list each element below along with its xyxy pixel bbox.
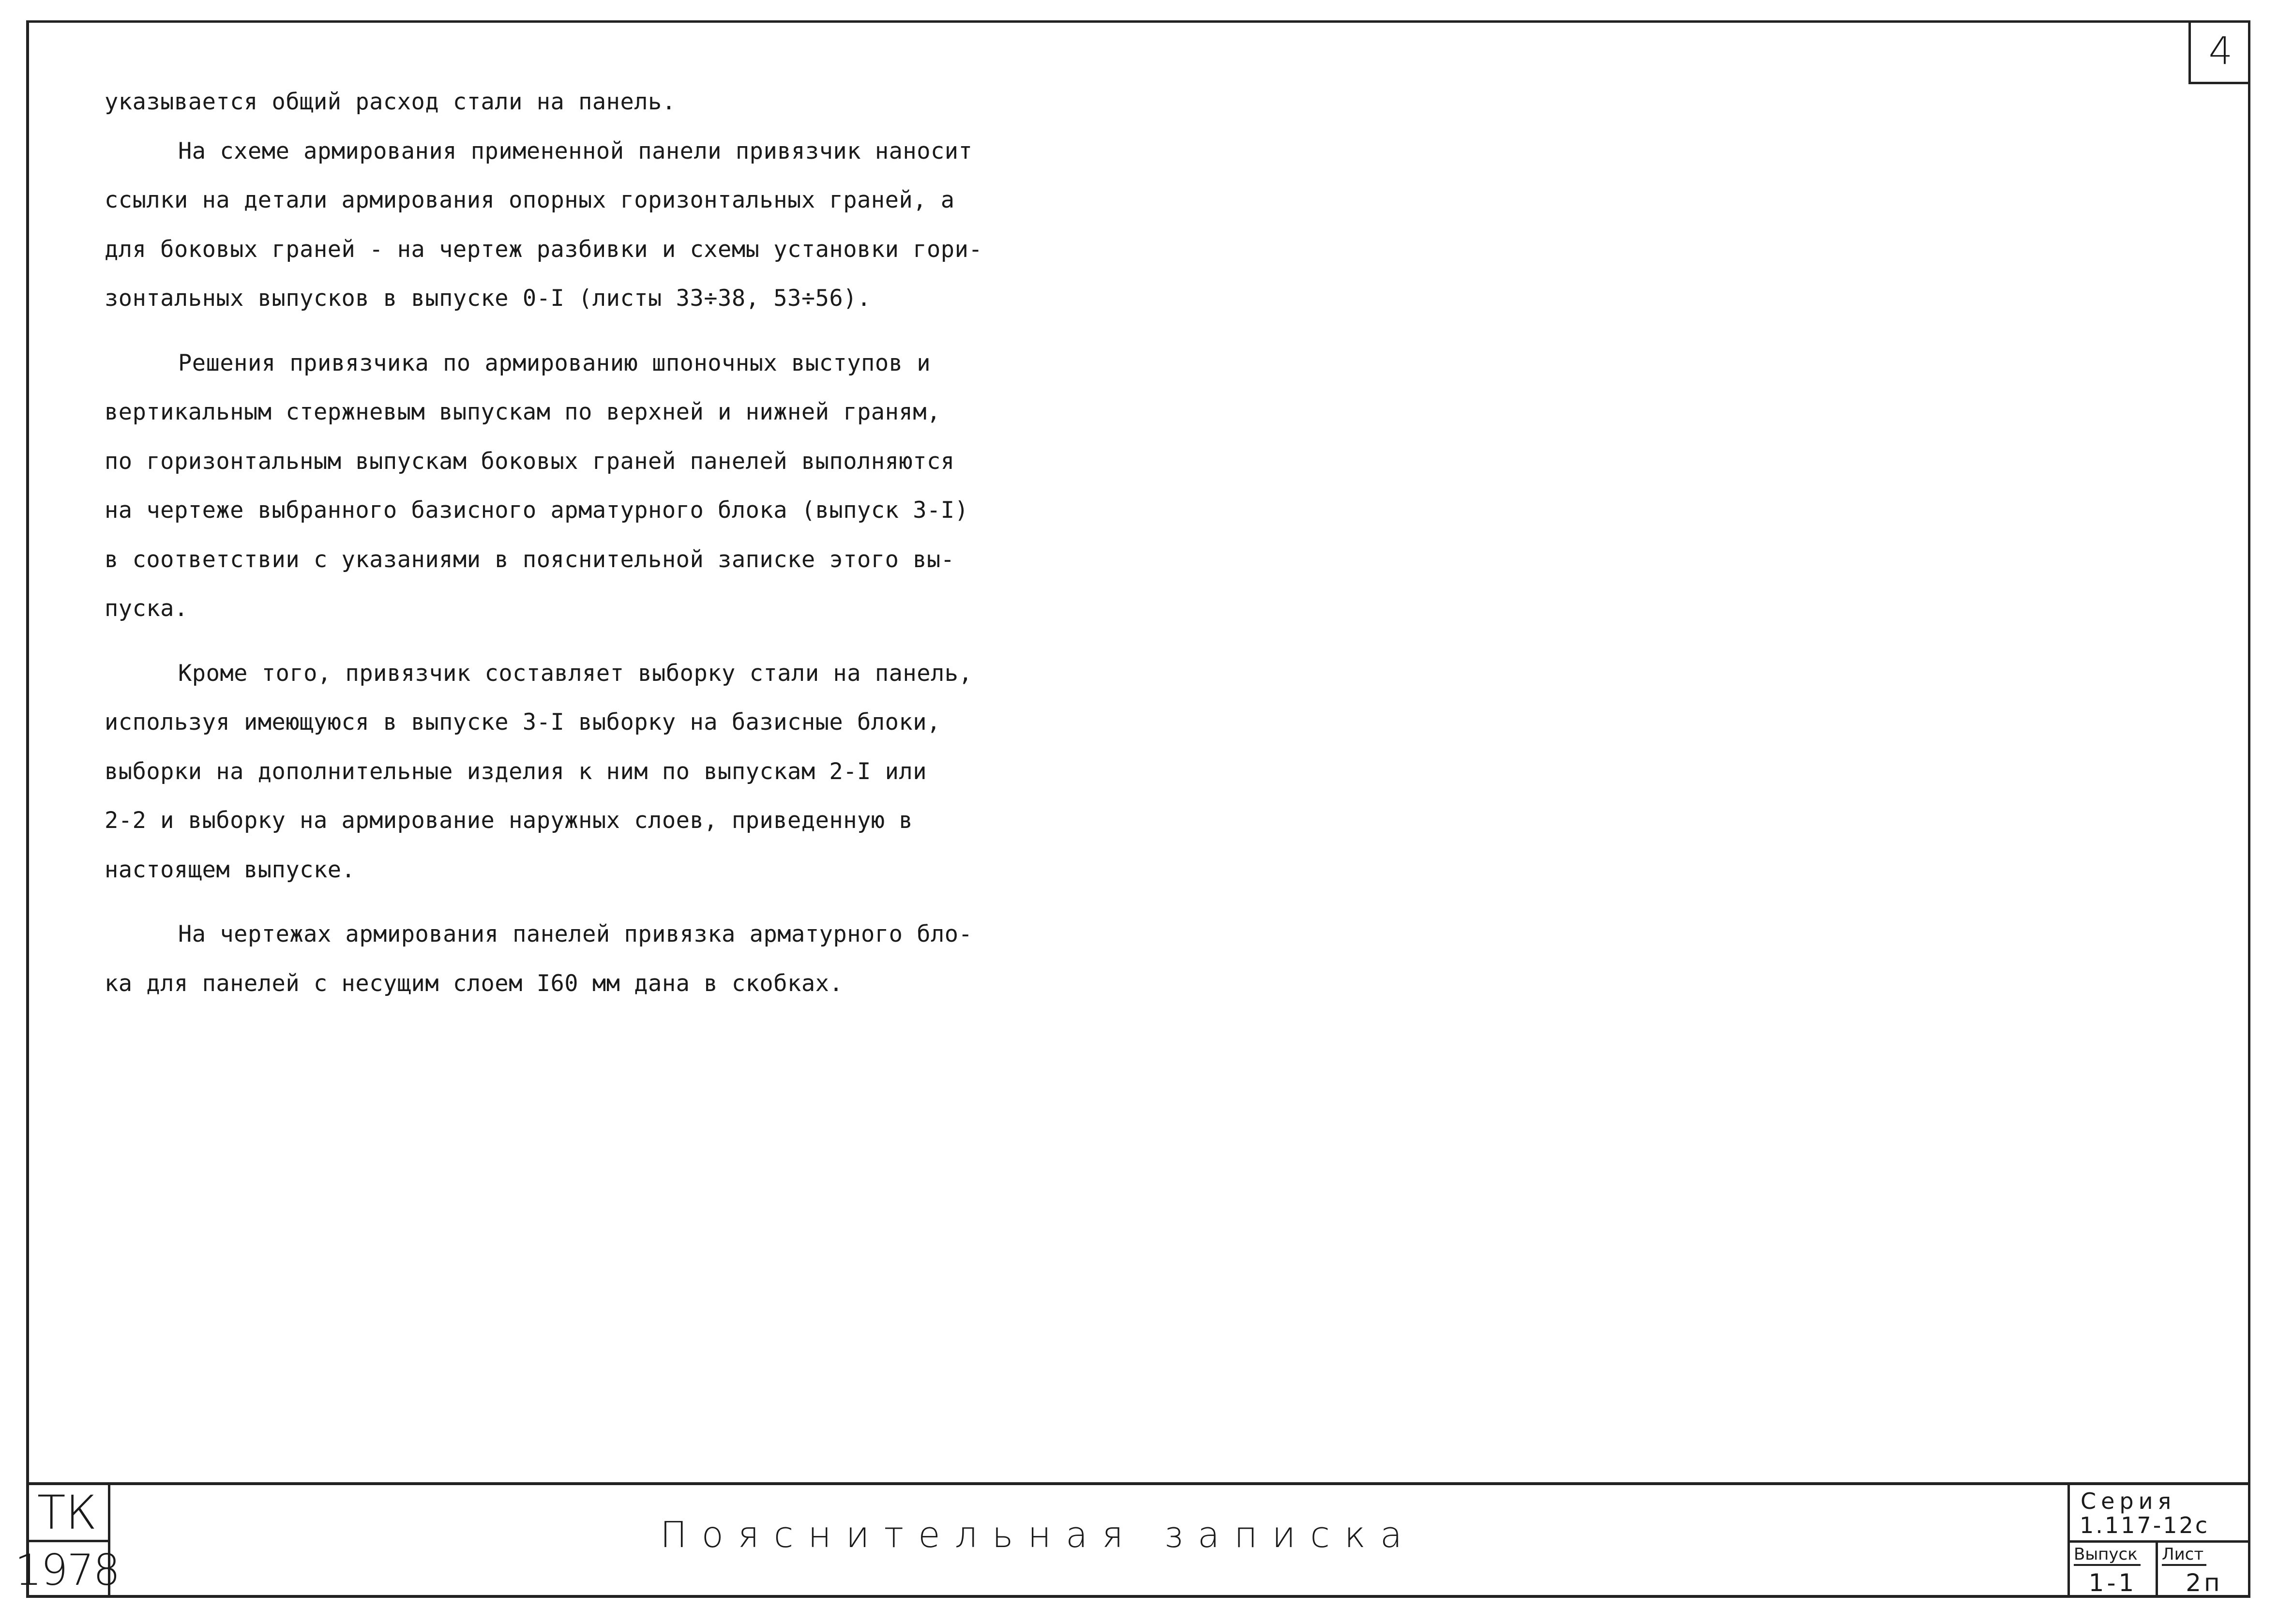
series-label: Серия: [2081, 1488, 2176, 1514]
sheet-value: 2п: [2186, 1569, 2223, 1597]
sheet-number-box: [2188, 20, 2250, 84]
document-title: Пояснительная записка: [660, 1514, 1417, 1556]
paragraph-3: Решения привязчика по армированию шпоночных выступов и вертикальным стержневым выпускам по верхней и нижней граням, по горизонтальным выпускам боковых граней панелей выполняются на чертеже выбранного базисного арматурного блока (выпуск 3-I) в соответствии с указаниями в пояснительной записке этого вы- пуска.: [105, 349, 969, 622]
issue-sheet-grid: [2070, 1540, 2250, 1598]
stamp-year: 1978: [15, 1545, 120, 1595]
sheet-number: 4: [2208, 29, 2233, 73]
org-code: ТК: [26, 1485, 108, 1542]
title-block: [15, 1482, 2250, 1598]
paragraph-5: На чертежах армирования панелей привязка арматурного бло- ка для панелей с несущим слоем I60 мм дана в скобках.: [105, 921, 973, 997]
paragraph-4: Кроме того, привязчик составляет выборку стали на панель, используя имеющуюся в выпуске 3-I выборку на базисные блоки, выборки на дополнительные изделия к ним по выпускам 2-I или 2-2 и выборку на армирование наружных слоев, приведенную в настоящем выпуске.: [105, 660, 973, 883]
issue-value: 1-1: [2088, 1569, 2137, 1597]
series-box: [2067, 1485, 2250, 1598]
sheet-cell: [2158, 1543, 2250, 1598]
sheet-label: Лист: [2162, 1545, 2206, 1566]
paragraph-2: На схеме армирования примененной панели привязчик наносит ссылки на детали армирования опорных горизонтальных граней, а для боковых граней - на чертеж разбивки и схемы установки гори- зонтальных выпусков в выпуске 0-I (листы 33÷38, 53÷56).: [105, 137, 983, 312]
series-value: 1.117-12с: [2080, 1512, 2210, 1538]
paragraph-1: указывается общий расход стали на панель.: [105, 89, 676, 115]
issue-label: Выпуск: [2074, 1545, 2141, 1566]
issue-cell: [2070, 1543, 2158, 1598]
org-stamp: [15, 1485, 120, 1598]
explanatory-text: [105, 77, 1072, 1023]
